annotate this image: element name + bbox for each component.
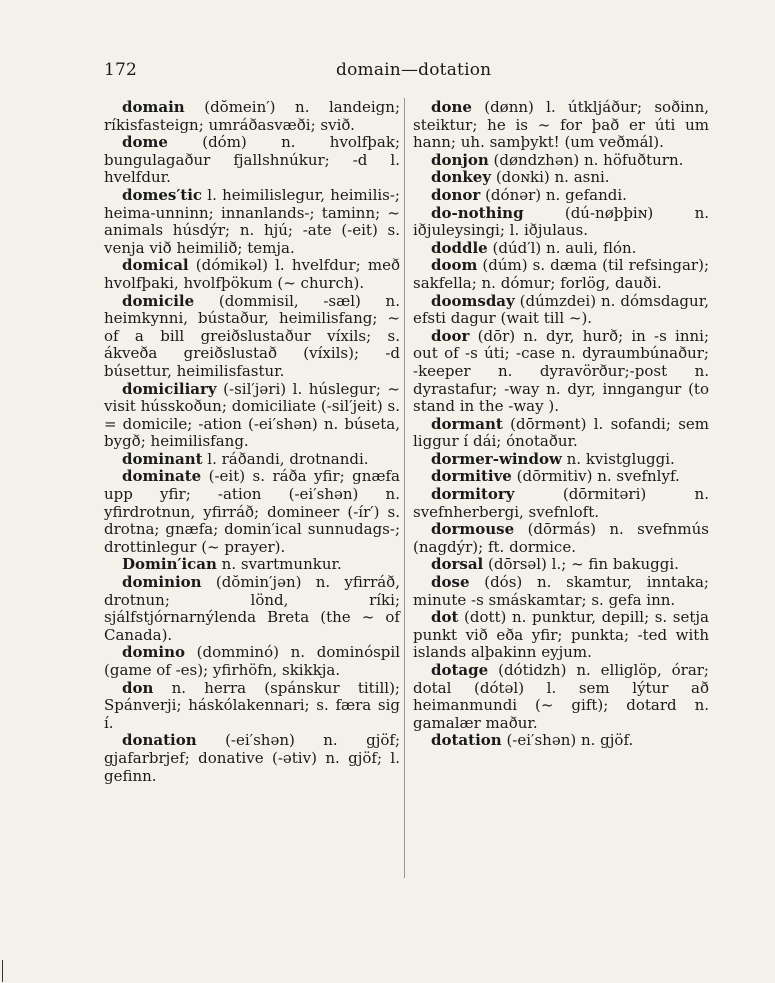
dictionary-entry — [104, 468, 400, 556]
entry-body: (dott) n. punktur, depill; s. setja punkt við eða yfir; punkta; -ted with islands alþakinn eyjum. — [413, 608, 709, 662]
headword: domiciliary — [122, 379, 217, 398]
entry-body: (dŏmein′) n. landeign; ríkisfasteign; umráðasvæði; svið. — [104, 98, 400, 134]
headword: dorsal — [431, 555, 484, 574]
dictionary-entry — [413, 169, 709, 187]
headword: done — [431, 98, 472, 116]
headword: dormitive — [431, 467, 512, 486]
entry-body: (dótidzh) n. elliglöp, órar; dotal (dótəl) l. sem lýtur að heimanmundi (~ gift); dotard n. gamalær maður. — [413, 661, 709, 732]
dictionary-entry — [413, 328, 709, 416]
headword: doddle — [431, 238, 488, 257]
headword: dormer-window — [431, 449, 562, 468]
entry-body: (-eit) s. ráða yfir; gnæfa upp yfir; -ation (-ei′shən) n. yfirdrotnun, yfirráð; domineer (-ír′) s. drotna; gnæfa; domin′ical sunnudags-; drottinlegur (~ prayer). — [104, 467, 400, 556]
entry-body: (dōrsəl) l.; ~ fin bakuggi. — [483, 555, 679, 574]
dictionary-entry — [413, 451, 709, 469]
dictionary-entry — [413, 521, 709, 556]
entry-body: (dōr) n. dyr, hurð; in -s inni; out of -s úti; -case n. dyraumbúnaður; -keeper n. dyravörður;-post n. dyrastafur; -way n. dyr, inngangur (to stand in the -way ). — [413, 326, 709, 416]
entry-body: (dønn) l. útkljáður; soðinn, steiktur; he is ~ for það er úti um hann; uh. samþykt! (um veðmál). — [413, 98, 709, 152]
dictionary-entry — [104, 574, 400, 644]
headword: domical — [122, 256, 189, 275]
dictionary-entry — [104, 99, 400, 134]
dictionary-entry — [104, 732, 400, 785]
dictionary-entry — [413, 293, 709, 328]
headword: dominion — [122, 573, 202, 592]
dictionary-entry — [413, 257, 709, 292]
headword: domes′tic — [122, 185, 203, 204]
entry-body: l. heimilislegur, heimilis-; heima-unninn; innanlands-; taminn; ~ animals húsdýr; n. hjú; -ate (-eit) s. venja við heimilið; temja. — [104, 185, 400, 257]
entry-body: (dónər) n. gefandi. — [480, 185, 627, 204]
entry-body: (dómikəl) l. hvelfdur; með hvolfþaki, hvolfþökum (~ church). — [104, 256, 400, 292]
headword: dotation — [431, 731, 502, 750]
dictionary-entry — [413, 609, 709, 662]
entry-body: (dommisil, -sæl) n. heimkynni, bústaður, heimilisfang; ~ of a bill greiðslustaður víxils; s. ákveða greiðslustað (víxils); -d búsettur, heimilisfastur. — [104, 291, 400, 380]
entry-body: (doɴki) n. asni. — [491, 168, 610, 187]
headword: donjon — [431, 150, 489, 169]
headword: domicile — [122, 291, 195, 310]
headword: Domin′ican — [122, 555, 217, 574]
entry-body: (-ei′shən) n. gjöf; gjafarbrjef; donative (-ətiv) n. gjöf; l. gefinn. — [104, 731, 400, 785]
headword: door — [431, 326, 470, 345]
headword: dormouse — [431, 520, 515, 539]
right-column — [413, 99, 709, 750]
headword: donation — [122, 731, 197, 750]
headword: domino — [122, 643, 185, 662]
dictionary-entry — [413, 732, 709, 750]
headword: dotage — [431, 661, 489, 679]
headword: doomsday — [431, 291, 515, 310]
headword: donkey — [431, 168, 492, 187]
entry-body: (dōrmitəri) n. svefnherbergi, svefnloft. — [413, 485, 709, 521]
dictionary-entry — [413, 205, 709, 240]
headword: do-nothing — [431, 203, 524, 222]
entry-body: (dúd′l) n. auli, flón. — [487, 238, 637, 257]
dictionary-entry — [413, 556, 709, 574]
headword: domain — [122, 98, 185, 116]
headword: dose — [431, 573, 470, 592]
dictionary-entry — [104, 556, 400, 574]
entry-body: l. ráðandi, drotnandi. — [202, 449, 369, 468]
dictionary-entry — [104, 257, 400, 292]
entry-body: (-ei′shən) n. gjöf. — [501, 731, 634, 750]
entry-body: (dúm) s. dæma (til refsingar); sakfella; n. dómur; forlög, dauði. — [413, 256, 709, 292]
entry-body: (dúmzdei) n. dómsdagur, efsti dagur (wait till ~). — [413, 291, 709, 328]
dictionary-entry — [413, 486, 709, 521]
dictionary-entry — [413, 240, 709, 258]
headword: dormant — [431, 414, 503, 433]
dictionary-entry — [413, 662, 709, 732]
page-number: 172 — [104, 60, 138, 80]
dictionary-entry — [413, 468, 709, 486]
entry-body: n. herra (spánskur titill); Spánverji; háskólakennari; s. færa sig í. — [104, 678, 400, 732]
dictionary-entry — [104, 680, 400, 733]
dictionary-entry — [104, 293, 400, 381]
headword: donor — [431, 185, 481, 204]
headword: dot — [431, 608, 459, 627]
dictionary-entry — [413, 187, 709, 205]
running-head: domain—dotation — [336, 60, 492, 80]
headword: dominate — [122, 467, 202, 486]
entry-body: (dōrmás) n. svefnmús (nagdýr); ft. dormice. — [413, 520, 709, 556]
dictionary-entry — [413, 152, 709, 170]
headword: dome — [122, 133, 168, 152]
entry-body: (domminó) n. dominóspil (game of -es); yfirhöfn, skikkja. — [104, 643, 400, 679]
entry-body: (dós) n. skamtur, inntaka; minute -s smáskamtar; s. gefa inn. — [413, 573, 709, 609]
dictionary-entry — [413, 574, 709, 609]
scan-edge-mark — [2, 960, 3, 982]
entry-body: (dŏmin′jən) n. yfirráð, drotnun; lönd, ríki; sjálfstjórnarnýlenda Breta (the ~ of Canada). — [104, 573, 400, 644]
headword: dormitory — [431, 485, 515, 504]
left-column — [104, 99, 400, 785]
entry-body: (-sil′jəri) l. húslegur; ~ visit hússkoðun; domiciliate (-sil′jeit) s. = domicile; -ation (-ei′shən) n. búseta, bygð; heimilisfang. — [104, 379, 400, 451]
dictionary-entry — [104, 187, 400, 257]
page-header — [104, 60, 694, 86]
dictionary-entry — [104, 381, 400, 451]
dictionary-entry — [104, 134, 400, 187]
entry-body: (dú-nøþþiɴ) n. iðjuleysingi; l. iðjulaus. — [413, 203, 709, 240]
dictionary-entry — [413, 416, 709, 451]
entry-body: (dóm) n. hvolfþak; bungulagaður fjallshnúkur; -d l. hvelfdur. — [104, 133, 400, 187]
entry-body: (dōrmitiv) n. svefnlyf. — [511, 467, 680, 486]
entry-body: (døndzhən) n. höfuðturn. — [488, 150, 684, 169]
entry-body: (dōrmənt) l. sofandi; sem liggur í dái; ónotaður. — [413, 414, 709, 451]
headword: don — [122, 678, 154, 697]
dictionary-entry — [104, 644, 400, 679]
entry-body: n. kvistgluggi. — [561, 449, 675, 468]
column-divider — [404, 98, 405, 878]
dictionary-entry — [104, 451, 400, 469]
headword: doom — [431, 256, 478, 275]
dictionary-entry — [413, 99, 709, 152]
entry-body: n. svartmunkur. — [216, 555, 342, 574]
headword: dominant — [122, 449, 203, 468]
